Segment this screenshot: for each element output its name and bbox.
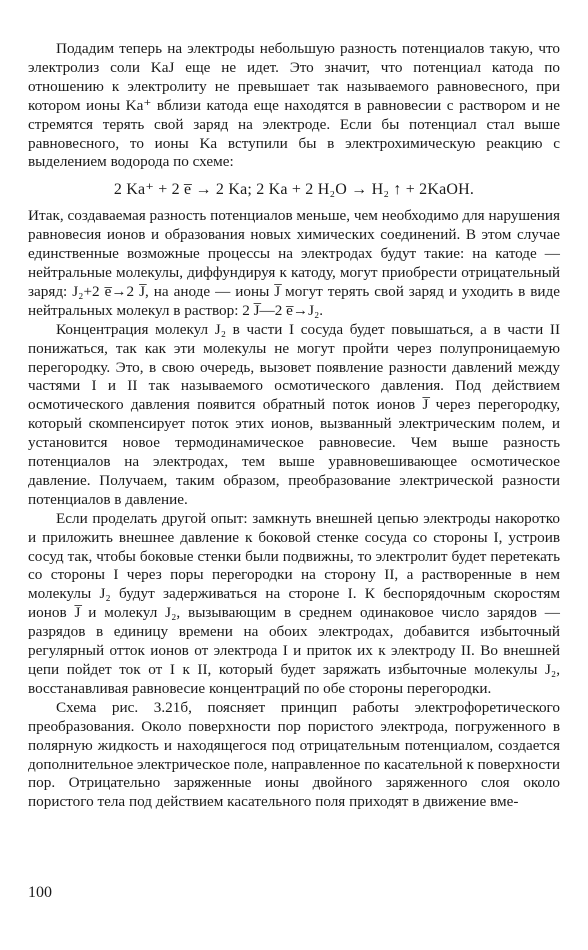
paragraph-potential-applied: Подадим теперь на электроды небольшую разность потенциалов такую, что электролиз соли KaJ еще не идет. Это значит, что потенциал катода по отношению к электролиту не превышает так называемого равновесного, при котором ионы Ka⁺ вблизи катода еще находятся в равновесии с раствором и не стремятся терять свой заряд на электроде. Если бы потенциал стал выше равновесного, то ионы Ka вступили бы в электрохимическую реакцию с выделением водорода по схеме: bbox=[28, 40, 560, 171]
page-number: 100 bbox=[28, 884, 52, 901]
paragraph-potential-difference: Итак, создаваемая разность потенциалов меньше, чем необходимо для нарушения равновесия ионов и образования новых химических соединений. В этом случае единственные возможные процессы на электродах будут такие: на катоде — нейтральные молекулы, диффундируя к катоду, могут приобрести отрицательный заряд: J₂+2 e̅→2 J̅, на аноде — ионы J̅ могут терять свой заряд и уходить в виде нейтральных молекул в раствор: 2 J̅—2 e̅→J₂. bbox=[28, 207, 560, 319]
paragraph-second-experiment: Если проделать другой опыт: замкнуть внешней цепью электроды накоротко и приложить внешнее давление к боковой стенке сосуда со стороны I, устроив сосуд так, чтобы боковые стенки были подвижны, то электролит будет перетекать со стороны I через поры перегородки на сторону II, а растворенные в нем молекулы J₂ будут задерживаться на стороне I. К беспорядочным скоростям ионов J̅ и молекул J₂, вызывающим в среднем одинаковое число зарядов — разрядов в единицу времени на обоих электродах, добавится избыточный регулярный отток ионов от электрода I и приток их к электроду II. Во внешней цепи пойдет ток от I к II, который будет заряжать избыточные молекулы J₂, восстанавливая равновесие концентраций по обе стороны перегородки. bbox=[28, 509, 560, 697]
paragraph-electrophoretic: Схема рис. 3.21б, поясняет принцип работы электрофоретического преобразования. Около поверхности пор пористого электрода, погруженного в полярную жидкость и находящегося под отрицательным потенциалом, создается дополнительное электрическое поле, направленное по касательной к поверхности пор. Отрицательно заряженные ионы двойного заряженного слоя около пористого тела под действием касательного поля приходят в движение вме- bbox=[28, 698, 560, 811]
paragraph-concentration: Концентрация молекул J₂ в части I сосуда будет повышаться, а в части II понижаться, так как эти молекулы не могут пройти через полупроницаемую перегородку. Это, в свою очередь, вызовет появление разности давлений между частями I и II так называемого осмотического давления. Под действием осмотического давления появится обратный поток ионов J̅ через перегородку, который скомпенсирует поток этих ионов, вызванный электрическим полем, и установится новое термодинамическое равновесие. Чем выше разность потенциалов на электродах, тем выше уравновешивающее осмотическое давление. Получаем, таким образом, преобразование электрической разности потенциалов в давление. bbox=[28, 320, 560, 508]
reaction-formula: 2 Ka⁺ + 2 e̅ → 2 Ka; 2 Ka + 2 H₂O → H₂ ↑ + 2KaOH. bbox=[113, 181, 475, 199]
